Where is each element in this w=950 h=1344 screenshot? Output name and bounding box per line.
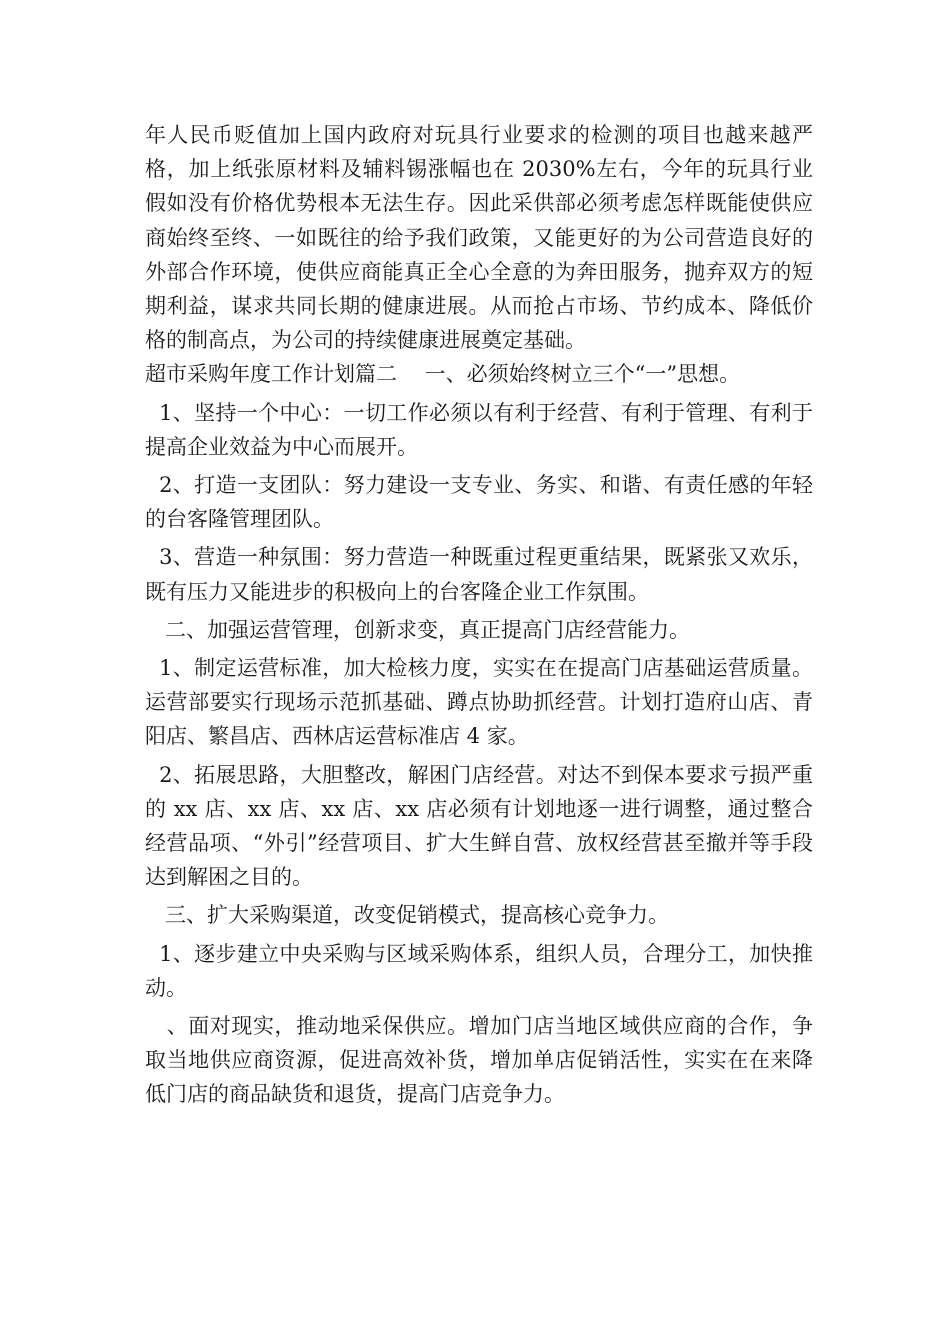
document-body [145,118,813,1112]
paragraph-operations-2: 2、拓展思路，大胆整改，解困门店经营。对达不到保本要求亏损严重的 xx 店、xx 店、xx 店、xx 店必须有计划地逐一进行调整，通过整合经营品项、“外引”经营项目、扩大生鲜自营、放权经营甚至撤并等手段达到解困之目的。 [145,762,813,890]
paragraph-procurement-1: 1、逐步建立中央采购与区域采购体系，组织人员，合理分工，加快推动。 [145,941,813,1000]
paragraph-procurement-2: 、面对现实，推动地采保供应。增加门店当地区域供应商的合作，争取当地供应商资源，促进高效补货，增加单店促销活性，实实在在来降低门店的商品缺货和退货，提高门店竞争力。 [145,1014,814,1107]
paragraph-heading-plan-two: 超市采购年度工作计划篇二 一、必须始终树立三个“一”思想。 [145,362,741,387]
paragraph-item-3: 3、营造一种氛围：努力营造一种既重过程更重结果，既紧张又欢乐，既有压力又能进步的积极向上的台客隆企业工作氛围。 [145,545,813,604]
paragraph-operations-1: 1、制定运营标准，加大检核力度，实实在在提高门店基础运营质量。运营部要实行现场示范抓基础、蹲点协助抓经营。计划打造府山店、青阳店、繁昌店、西林店运营标准店 4 家。 [145,656,813,749]
paragraph-item-1: 1、坚持一个中心：一切工作必须以有利于经营、有利于管理、有利于提高企业效益为中心而展开。 [145,400,813,459]
paragraph-intro: 年人民币贬值加上国内政府对玩具行业要求的检测的项目也越来越严格，加上纸张原材料及辅料锡涨幅也在 2030%左右，今年的玩具行业假如没有价格优势根本无法生存。因此采供部必须考虑怎样既能使供应商始终至终、一如既往的给予我们政策，又能更好的为公司营造良好的外部合作环境，使供应商能真正全心全意的为奔田服务，抛弃双方的短期利益，谋求共同长期的健康进展。从而抢占市场、节约成本、降低价格的制高点，为公司的持续健康进展奠定基础。 [145,123,813,353]
section-heading-three: 三、扩大采购渠道，改变促销模式，提高核心竞争力。 [145,903,670,928]
paragraph-item-2: 2、打造一支团队：努力建设一支专业、务实、和谐、有责任感的年轻的台客隆管理团队。 [145,473,813,532]
section-heading-two: 二、加强运营管理，创新求变，真正提高门店经营能力。 [145,617,691,642]
